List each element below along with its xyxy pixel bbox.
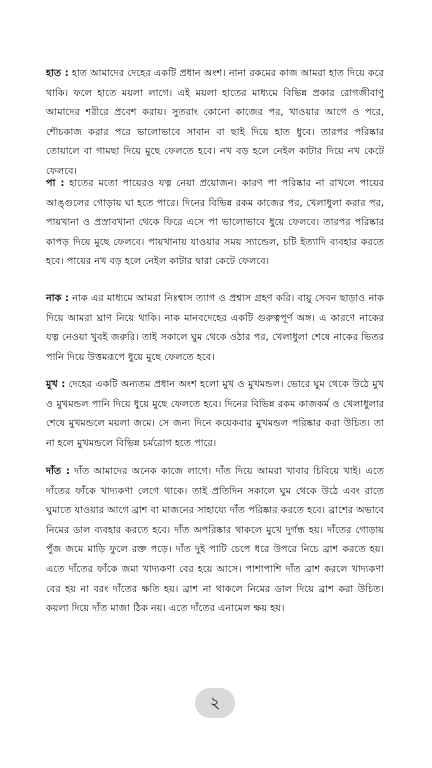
paragraph-face — [46, 375, 384, 453]
term-nose: নাক : — [46, 293, 69, 304]
term-hand: হাত : — [46, 68, 69, 79]
paragraph-teeth — [46, 462, 384, 619]
paragraph-hand-text: হাত আমাদের দেহের একটি প্রধান অংশ। নানা রকমের কাজ আমরা হাত দিয়ে করে থাকি। ফলে হাতে ময়লা লাগে। এই ময়লা হাতের মাধ্যমে বিভিন্ন প্রকার রোগজীবাণু আমাদের শরীরে প্রবেশ করায়। সুতরাং কোনো কাজের পর, খাওয়ার আগে ও পরে, শৌচকাজ করার পরে ভালোভাবে সাবান বা ছাই দিয়ে হাত ধুবে। তারপর পরিষ্কার তোয়ালে বা গামছা দিয়ে মুছে ফেলতে হবে। নখ বড় হলে নেইল কাটার দিয়ে নখ কেটে ফেলবে। — [46, 68, 384, 177]
paragraph-foot — [46, 174, 384, 272]
term-foot: পা : — [46, 178, 65, 189]
paragraph-nose-text: নাক এর মাধ্যমে আমরা নিঃশ্বাস ত্যাগ ও প্রশ্বাস গ্রহণ করি। বায়ু সেবন ছাড়াও নাক দিয়ে আমরা ঘ্রাণ নিয়ে থাকি। নাক মানবদেহের একটি গুরুত্বপূর্ণ অঙ্গ। এ কারণে নাকের যত্ন নেওয়া খুবই জরুরি। তাই সকালে ঘুম থেকে ওঠার পর, খেলাধুলা শেষে নাকের ভিতর পানি দিয়ে উত্তমরূপে ধুয়ে মুছে ফেলতে হবে। — [46, 293, 384, 363]
page-number: ২ — [209, 692, 221, 712]
page-number-badge — [195, 688, 235, 718]
paragraph-nose — [46, 289, 384, 367]
paragraph-hand — [46, 64, 384, 182]
paragraph-face-text: দেহের একটি অন্যতম প্রধান অংশ হলো মুখ ও মুখমন্ডল। ভোরে ঘুম থেকে উঠে মুখ ও মুখমন্ডল পানি দিয়ে ধুয়ে মুছে ফেলতে হবে। দিনের বিভিন্ন রকম কাজকর্ম ও খেলাধুলার শেষে মুখমন্ডলে ময়লা জমে। সে জন্য দিনে কয়েকবার মুখমন্ডল পরিষ্কার করা উচিত। তা না হলে মুখমন্ডলে বিভিন্ন চর্মরোগ হতে পারে। — [46, 379, 384, 449]
paragraph-foot-text: হাতের মতো পায়েরও যত্ন নেয়া প্রয়োজন। কারণ পা পরিষ্কার না রাখলে পায়ের আঙ্গুলের গোড়ায় ঘা হতে পারে। দিনের বিভিন্ন রকম কাজের পর, খেলাধুলা করার পর, পায়খানা ও প্রস্রাবখানা থেকে ফিরে এসে পা ভালোভাবে ধুয়ে ফেলবে। তারপর পরিষ্কার কাপড় দিয়ে মুছে ফেলবে। পায়খানায় যাওয়ার সময় স্যান্ডেল, চটি ইত্যাদি ব্যবহার করতে হবে। পায়ের নখ বড় হলে নেইল কাটার দ্বারা কেটে ফেলবে। — [46, 178, 384, 268]
paragraph-teeth-text: দাঁত আমাদের অনেক কাজে লাগে। দাঁত দিয়ে আমরা খাবার চিবিয়ে খাই। এতে দাঁতের ফাঁকে খাদ্যকণা লেগে থাকে। তাই প্রতিদিন সকালে ঘুম থেকে উঠে এবং রাতে ঘুমাতে যাওয়ার আগে ব্রাশ বা মাজনের সাহায্যে দাঁত পরিষ্কার করতে হবে। ব্রাশের অভাবে নিমের ডাল ব্যবহার করতে হবে। দাঁত অপরিষ্কার থাকলে মুখে দুর্গন্ধ হয়। দাঁতের গোড়ায় পুঁজ জমে মাড়ি ফুলে রক্ত পড়ে। দাঁত দুই পাটি চেপে ধরে উপরে নিচে ব্রাশ করতে হয়। এতে দাঁতের ফাঁকে জমা খাদ্যকণা বের হয়ে আসে। পাশাপাশি দাঁত ব্রাশ করলে খাদ্যকণা বের হয় না বরং দাঁতের ক্ষতি হয়। ব্রাশ না থাকলে নিমের ডাল দিয়ে ব্রাশ করা উচিত। কয়লা দিয়ে দাঁত মাজা ঠিক নয়। এতে দাঁতের এনামেল ক্ষয় হয়। — [46, 466, 384, 615]
term-face: মুখ : — [46, 379, 66, 390]
term-teeth: দাঁত : — [46, 466, 70, 477]
